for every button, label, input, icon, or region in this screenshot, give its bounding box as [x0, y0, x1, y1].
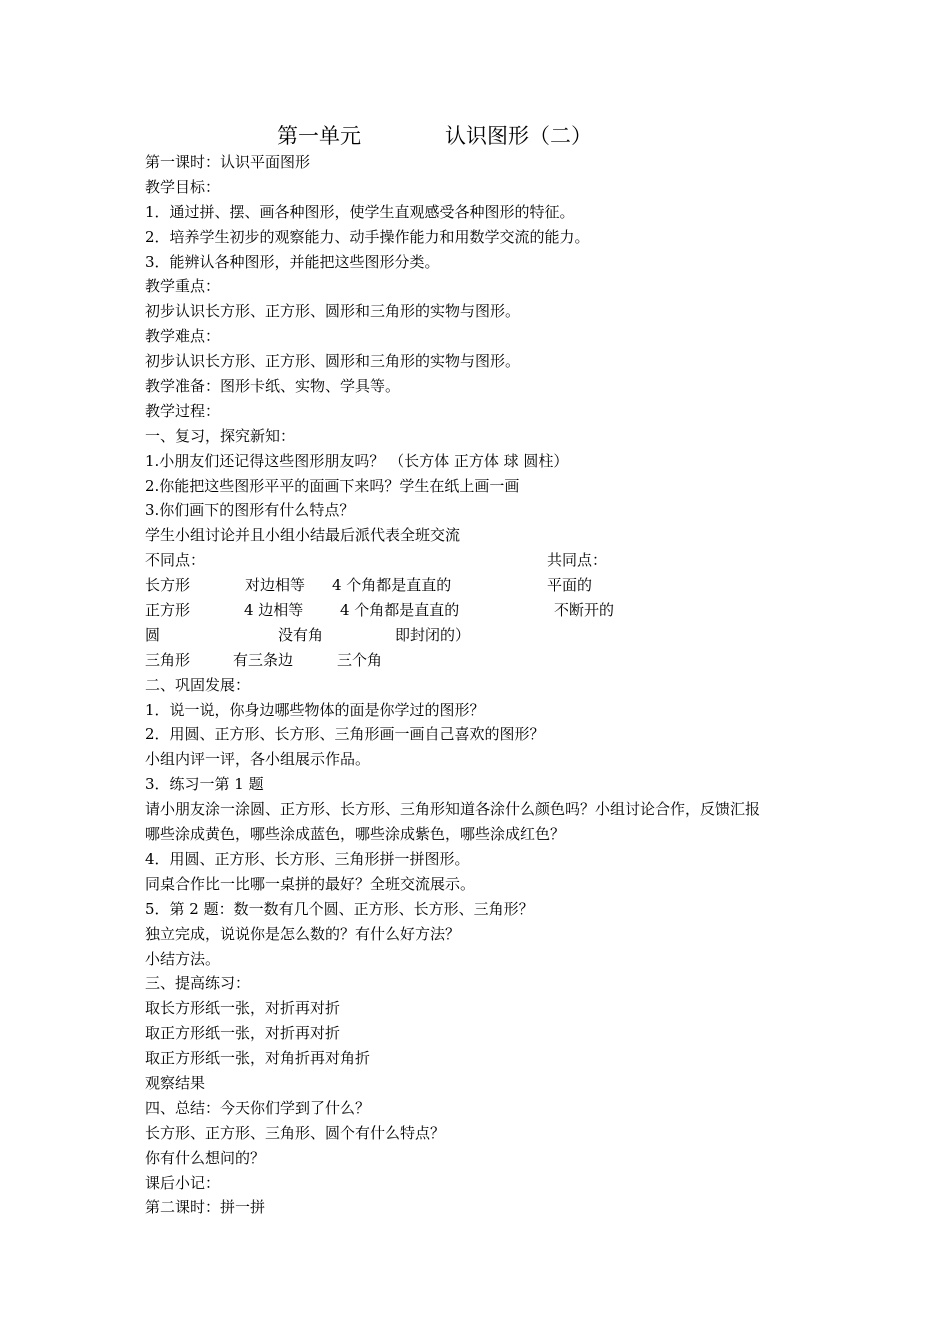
text-line: 课后小记： [145, 1173, 221, 1192]
comparison-row [145, 648, 825, 673]
text-line: 教学重点： [145, 277, 221, 296]
text-line: 观察结果 [145, 1073, 206, 1092]
text-line: 请小朋友涂一涂圆、正方形、长方形、三角形知道各涂什么颜色吗？小组讨论合作，反馈汇报 [145, 800, 761, 819]
text-line: 1．说一说，你身边哪些物体的面是你学过的图形？ [145, 700, 485, 719]
text-line: 2．用圆、正方形、长方形、三角形画一画自己喜欢的图形？ [145, 725, 545, 744]
text-line: 哪些涂成黄色，哪些涂成蓝色，哪些涂成紫色，哪些涂成红色？ [145, 825, 566, 844]
text-line: 取正方形纸一张，对角折再对角折 [145, 1049, 371, 1068]
text-line: 同桌合作比一比哪一桌拼的最好？全班交流展示。 [145, 874, 476, 893]
common-feature: 平面的 [547, 576, 593, 595]
common-feature: 即封闭的） [395, 625, 471, 644]
text-line: 2．培养学生初步的观察能力、动手操作能力和用数学交流的能力。 [145, 227, 590, 246]
diff-header: 不同点： [145, 551, 206, 570]
text-line: 初步认识长方形、正方形、圆形和三角形的实物与图形。 [145, 352, 521, 371]
text-line: 长方形、正方形、三角形、圆个有什么特点？ [145, 1123, 446, 1142]
topic-title: 认识图形（二） [445, 124, 592, 148]
text-line: 小组内评一评，各小组展示作品。 [145, 750, 371, 769]
text-line: 初步认识长方形、正方形、圆形和三角形的实物与图形。 [145, 302, 521, 321]
edge-feature: 4 边相等 [244, 601, 304, 620]
text-line: 三、提高练习： [145, 974, 251, 993]
text-line: 3.你们画下的图形有什么特点？ [145, 501, 355, 520]
unit-title: 第一单元 [277, 124, 361, 148]
comparison-header-row [145, 548, 825, 573]
shape-name: 三角形 [145, 650, 191, 669]
edge-feature: 没有角 [278, 625, 324, 644]
shape-name: 长方形 [145, 576, 191, 595]
text-line: 2.你能把这些图形平平的面画下来吗？学生在纸上画一画 [145, 476, 520, 495]
text-line: 教学难点： [145, 327, 221, 346]
text-line: 教学目标： [145, 177, 221, 196]
text-line: 3．练习一第 1 题 [145, 775, 264, 794]
text-line: 1.小朋友们还记得这些图形朋友吗？ （长方体 正方体 球 圆柱） [145, 451, 569, 470]
angle-feature: 4 个角都是直直的 [340, 601, 460, 620]
comparison-row [145, 573, 825, 598]
angle-feature: 三个角 [337, 650, 383, 669]
edge-feature: 有三条边 [233, 650, 294, 669]
text-line: 教学准备：图形卡纸、实物、学具等。 [145, 377, 401, 396]
lesson-body [145, 150, 825, 1220]
angle-feature: 4 个角都是直直的 [332, 576, 452, 595]
text-line: 独立完成，说说你是怎么数的？有什么好方法？ [145, 924, 461, 943]
text-line: 一、复习，探究新知： [145, 426, 296, 445]
text-line: 你有什么想问的？ [145, 1148, 266, 1167]
same-header: 共同点： [547, 551, 608, 570]
text-line: 第一课时：认识平面图形 [145, 153, 311, 171]
text-line: 取正方形纸一张，对折再对折 [145, 1024, 341, 1043]
text-line: 小结方法。 [145, 949, 221, 968]
shape-name: 圆 [145, 625, 161, 644]
text-line: 二、巩固发展： [145, 675, 251, 694]
comparison-row [145, 623, 825, 648]
text-line: 5．第 2 题：数一数有几个圆、正方形、长方形、三角形？ [145, 899, 534, 918]
text-line: 4．用圆、正方形、长方形、三角形拼一拼图形。 [145, 849, 470, 868]
text-line: 第二课时：拼一拼 [145, 1198, 266, 1217]
text-line: 教学过程： [145, 401, 221, 420]
comparison-row [145, 598, 825, 623]
text-line: 学生小组讨论并且小组小结最后派代表全班交流 [145, 526, 461, 545]
text-line: 3．能辨认各种图形，并能把这些图形分类。 [145, 252, 440, 271]
text-line: 取长方形纸一张，对折再对折 [145, 999, 341, 1018]
shape-name: 正方形 [145, 601, 191, 620]
text-line: 1．通过拼、摆、画各种图形，使学生直观感受各种图形的特征。 [145, 202, 575, 221]
common-feature: 不断开的 [554, 601, 615, 620]
edge-feature: 对边相等 [245, 576, 306, 595]
text-line: 四、总结：今天你们学到了什么？ [145, 1098, 371, 1117]
